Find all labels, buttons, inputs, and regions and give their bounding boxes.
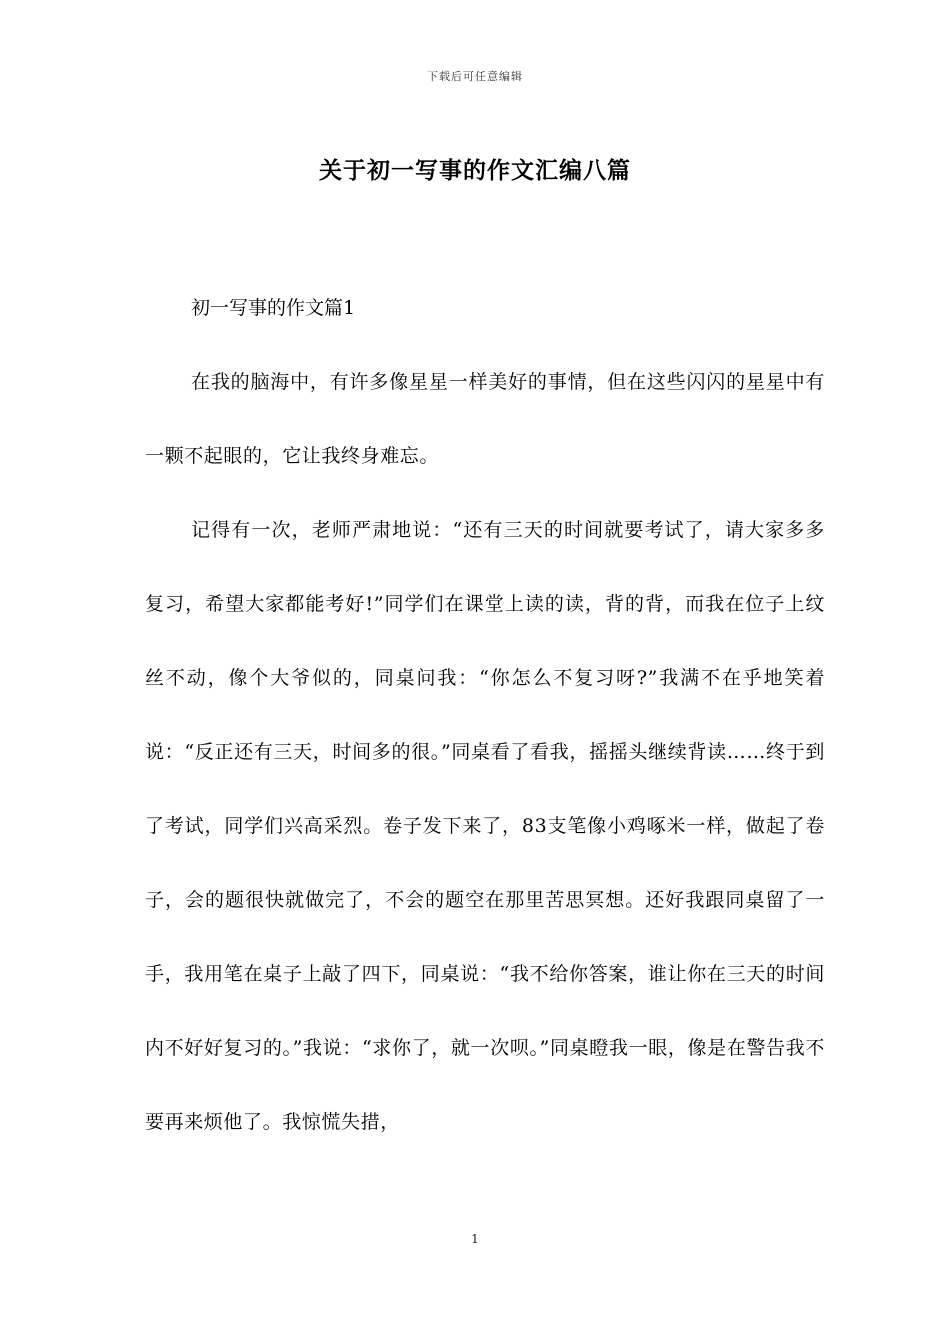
page-number: 1 (471, 1232, 479, 1246)
paragraph-2: 记得有一次，老师严肃地说：“还有三天的时间就要考试了，请大家多多复习，希望大家都能考好!”同学们在课堂上读的读，背的背，而我在位子上纹丝不动，像个大爷似的，同桌问我：“你怎么不复习呀?”我满不在乎地笑着说：“反正还有三天，时间多的很。”同桌看了看我，摇摇头继续背读……终于到了考试，同学们兴高采烈。卷子发下来了，83支笔像小鸡啄米一样，做起了卷子，会的题很快就做完了，不会的题空在那里苦思冥想。还好我跟同桌留了一手，我用笔在桌子上敲了四下，同桌说：“我不给你答案，谁让你在三天的时间内不好好复习的。”我说：“求你了，就一次呗。”同桌瞪我一眼，像是在警告我不要再来烦他了。我惊慌失措， (145, 519, 825, 1133)
section-heading: 初一写事的作文篇1 (191, 297, 356, 319)
document-title: 关于初一写事的作文汇编八篇 (319, 157, 631, 184)
header-note: 下载后可任意编辑 (427, 70, 523, 83)
paragraph-1: 在我的脑海中，有许多像星星一样美好的事情，但在这些闪闪的星星中有一颗不起眼的，它让我终身难忘。 (145, 371, 825, 467)
document-body (145, 272, 825, 1159)
